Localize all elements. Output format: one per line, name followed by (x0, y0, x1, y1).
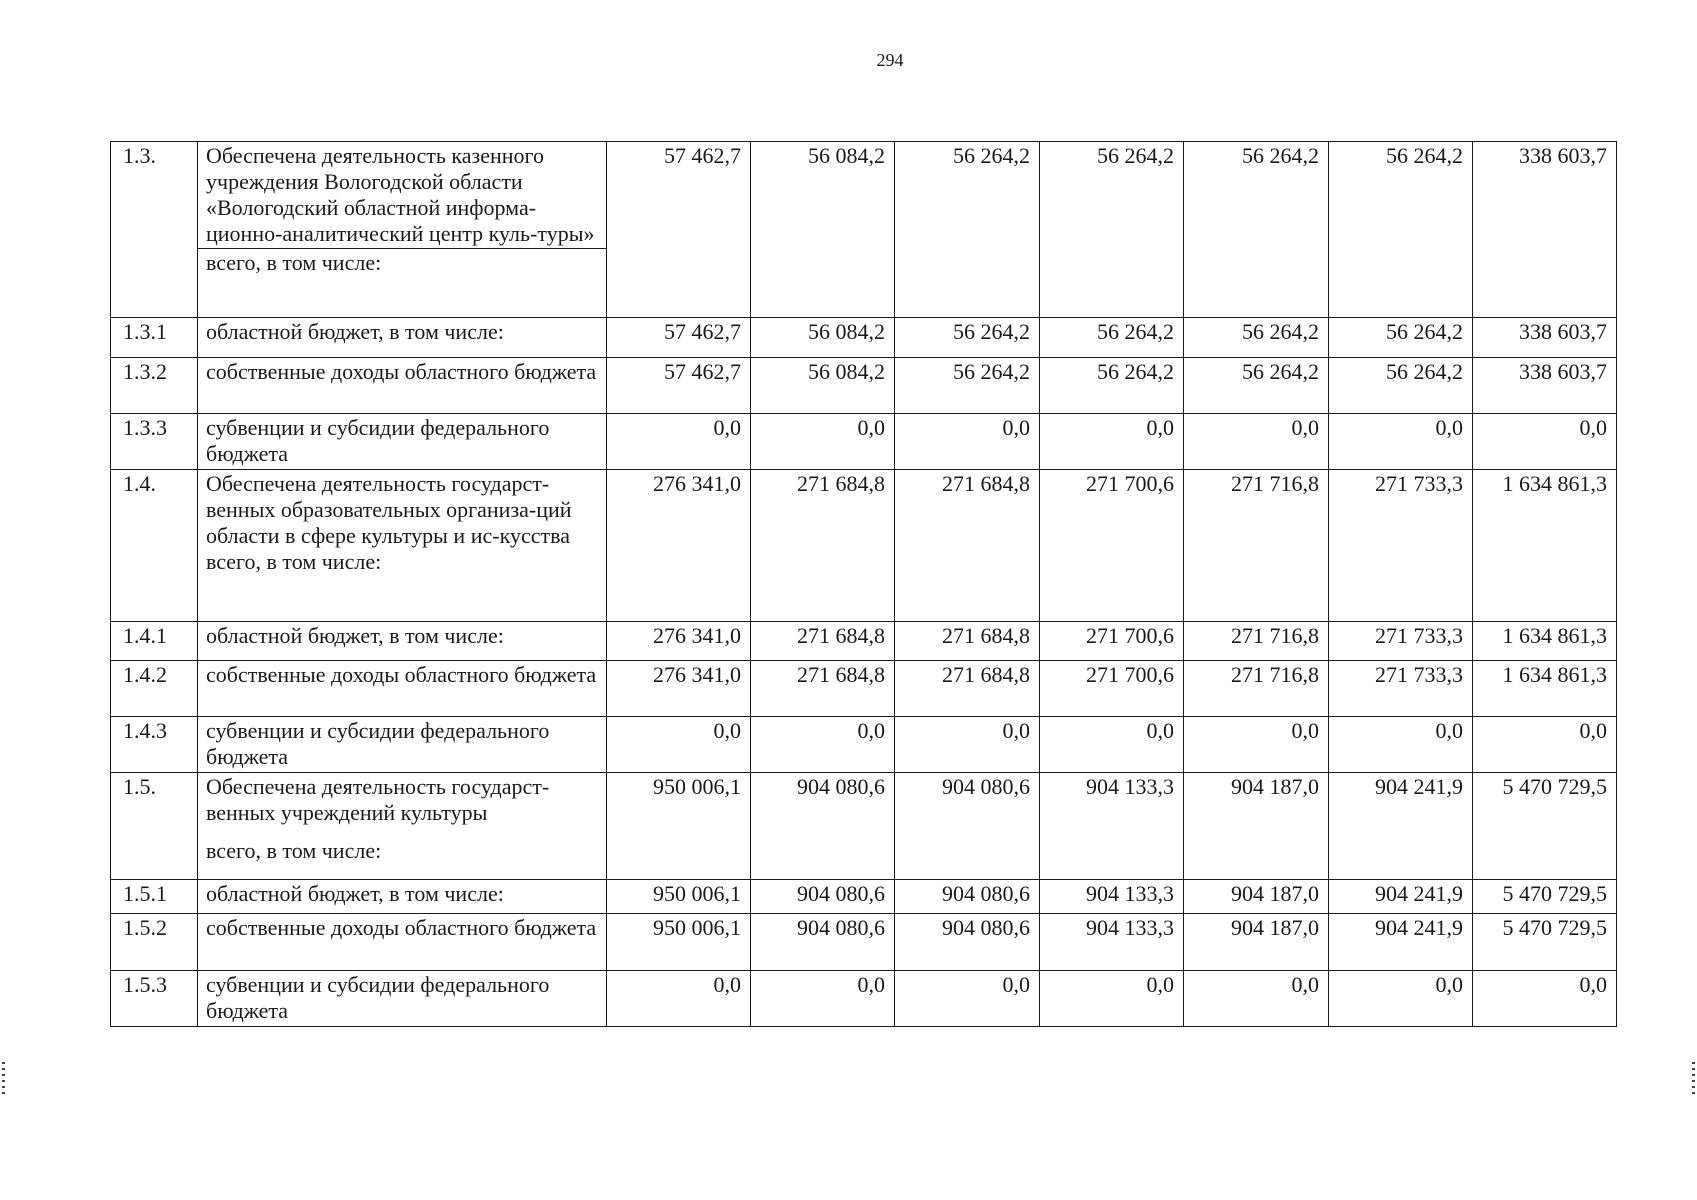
value-cell: 904 080,6 (895, 773, 1040, 880)
value-cell: 338 603,7 (1473, 318, 1617, 358)
value-cell: 56 264,2 (1329, 142, 1473, 318)
value-cell: 904 187,0 (1184, 914, 1329, 971)
value-cell: 271 684,8 (751, 622, 895, 661)
row-number: 1.4. (111, 470, 198, 622)
row-description: собственные доходы областного бюджета (198, 358, 607, 414)
value-cell: 0,0 (1040, 414, 1184, 470)
value-cell: 904 080,6 (751, 773, 895, 880)
value-cell: 271 700,6 (1040, 470, 1184, 622)
value-cell: 271 700,6 (1040, 622, 1184, 661)
row-description: областной бюджет, в том числе: (198, 880, 607, 914)
row-number: 1.4.2 (111, 661, 198, 717)
row-description (198, 773, 607, 880)
value-cell: 276 341,0 (607, 661, 751, 717)
value-cell: 56 264,2 (1184, 318, 1329, 358)
value-cell: 950 006,1 (607, 914, 751, 971)
value-cell: 904 080,6 (895, 880, 1040, 914)
value-cell: 56 264,2 (895, 318, 1040, 358)
value-cell: 271 700,6 (1040, 661, 1184, 717)
value-cell: 0,0 (1184, 971, 1329, 1027)
table-row (111, 914, 1617, 971)
value-cell: 56 084,2 (751, 358, 895, 414)
value-cell: 0,0 (751, 414, 895, 470)
row-number: 1.3. (111, 142, 198, 318)
table-row (111, 773, 1617, 880)
value-cell: 338 603,7 (1473, 142, 1617, 318)
budget-table (110, 141, 1617, 1027)
row-description-text: Обеспечена деятельность государст-венных учреждений культуры (206, 774, 550, 825)
value-cell: 0,0 (1184, 717, 1329, 773)
row-number: 1.3.3 (111, 414, 198, 470)
page-number: 294 (876, 50, 904, 70)
row-number: 1.5. (111, 773, 198, 880)
value-cell: 904 080,6 (751, 914, 895, 971)
value-cell: 0,0 (1184, 414, 1329, 470)
value-cell: 0,0 (1473, 414, 1617, 470)
value-cell: 0,0 (751, 717, 895, 773)
value-cell: 56 264,2 (1040, 318, 1184, 358)
value-cell: 1 634 861,3 (1473, 622, 1617, 661)
row-description: собственные доходы областного бюджета (198, 914, 607, 971)
left-margin-scan-marks (2, 1062, 5, 1098)
value-cell: 904 133,3 (1040, 914, 1184, 971)
value-cell: 56 084,2 (751, 318, 895, 358)
value-cell: 276 341,0 (607, 470, 751, 622)
table-row (111, 971, 1617, 1027)
row-description-sub: всего, в том числе: (206, 838, 382, 863)
row-description: субвенции и субсидии федерального бюджета (198, 414, 607, 470)
right-margin-scan-marks (1692, 1062, 1695, 1098)
table-row (111, 414, 1617, 470)
row-description (198, 470, 607, 622)
table-row (111, 622, 1617, 661)
value-cell: 0,0 (607, 414, 751, 470)
value-cell: 1 634 861,3 (1473, 661, 1617, 717)
value-cell: 904 133,3 (1040, 880, 1184, 914)
value-cell: 276 341,0 (607, 622, 751, 661)
value-cell: 950 006,1 (607, 880, 751, 914)
row-number: 1.5.1 (111, 880, 198, 914)
table-row (111, 717, 1617, 773)
row-description: субвенции и субсидии федерального бюджета (198, 717, 607, 773)
row-description-text: Обеспечена деятельность казенного учреждения Вологодской области «Вологодский областной информа-ционно-аналитический центр куль-туры» (206, 143, 595, 246)
value-cell: 271 733,3 (1329, 470, 1473, 622)
value-cell: 271 684,8 (895, 470, 1040, 622)
value-cell: 271 684,8 (751, 661, 895, 717)
row-number: 1.4.3 (111, 717, 198, 773)
value-cell: 904 133,3 (1040, 773, 1184, 880)
value-cell: 904 187,0 (1184, 880, 1329, 914)
value-cell: 271 716,8 (1184, 470, 1329, 622)
value-cell: 56 264,2 (1040, 142, 1184, 318)
row-description: областной бюджет, в том числе: (198, 318, 607, 358)
row-number: 1.4.1 (111, 622, 198, 661)
value-cell: 0,0 (895, 717, 1040, 773)
value-cell: 0,0 (895, 971, 1040, 1027)
value-cell: 904 080,6 (895, 914, 1040, 971)
value-cell: 904 241,9 (1329, 773, 1473, 880)
value-cell: 904 080,6 (751, 880, 895, 914)
row-description-gap (206, 826, 598, 838)
value-cell: 904 187,0 (1184, 773, 1329, 880)
row-description: областной бюджет, в том числе: (198, 622, 607, 661)
value-cell: 0,0 (607, 971, 751, 1027)
value-cell: 5 470 729,5 (1473, 880, 1617, 914)
value-cell: 0,0 (1329, 414, 1473, 470)
value-cell: 56 264,2 (895, 358, 1040, 414)
value-cell: 1 634 861,3 (1473, 470, 1617, 622)
row-description: субвенции и субсидии федерального бюджета (198, 971, 607, 1027)
row-description (198, 142, 607, 318)
value-cell: 0,0 (751, 971, 895, 1027)
row-number: 1.3.2 (111, 358, 198, 414)
value-cell: 56 264,2 (1040, 358, 1184, 414)
row-number: 1.3.1 (111, 318, 198, 358)
row-description: собственные доходы областного бюджета (198, 661, 607, 717)
row-number: 1.5.3 (111, 971, 198, 1027)
value-cell: 5 470 729,5 (1473, 773, 1617, 880)
table-row (111, 470, 1617, 622)
row-number: 1.5.2 (111, 914, 198, 971)
value-cell: 338 603,7 (1473, 358, 1617, 414)
value-cell: 271 716,8 (1184, 661, 1329, 717)
value-cell: 0,0 (895, 414, 1040, 470)
value-cell: 271 733,3 (1329, 661, 1473, 717)
value-cell: 271 684,8 (895, 622, 1040, 661)
value-cell: 56 264,2 (1184, 142, 1329, 318)
value-cell: 271 684,8 (895, 661, 1040, 717)
value-cell: 0,0 (1329, 717, 1473, 773)
table-row (111, 142, 1617, 318)
value-cell: 271 733,3 (1329, 622, 1473, 661)
value-cell: 57 462,7 (607, 358, 751, 414)
row-description-sub: всего, в том числе: (206, 250, 382, 275)
value-cell: 0,0 (1473, 971, 1617, 1027)
value-cell: 904 241,9 (1329, 914, 1473, 971)
value-cell: 56 264,2 (1329, 318, 1473, 358)
row-description-text: Обеспечена деятельность государст-венных образовательных организа-ций области в сфере культуры и ис-кусства (206, 471, 572, 548)
value-cell: 57 462,7 (607, 142, 751, 318)
value-cell: 271 716,8 (1184, 622, 1329, 661)
value-cell: 57 462,7 (607, 318, 751, 358)
value-cell: 5 470 729,5 (1473, 914, 1617, 971)
table-row (111, 880, 1617, 914)
value-cell: 271 684,8 (751, 470, 895, 622)
value-cell: 0,0 (607, 717, 751, 773)
value-cell: 0,0 (1473, 717, 1617, 773)
table-row (111, 358, 1617, 414)
value-cell: 0,0 (1040, 971, 1184, 1027)
value-cell: 950 006,1 (607, 773, 751, 880)
value-cell: 56 084,2 (751, 142, 895, 318)
value-cell: 56 264,2 (1329, 358, 1473, 414)
value-cell: 0,0 (1040, 717, 1184, 773)
table-row (111, 661, 1617, 717)
table-row (111, 318, 1617, 358)
value-cell: 904 241,9 (1329, 880, 1473, 914)
value-cell: 56 264,2 (895, 142, 1040, 318)
row-description-sub: всего, в том числе: (206, 549, 382, 574)
value-cell: 56 264,2 (1184, 358, 1329, 414)
value-cell: 0,0 (1329, 971, 1473, 1027)
